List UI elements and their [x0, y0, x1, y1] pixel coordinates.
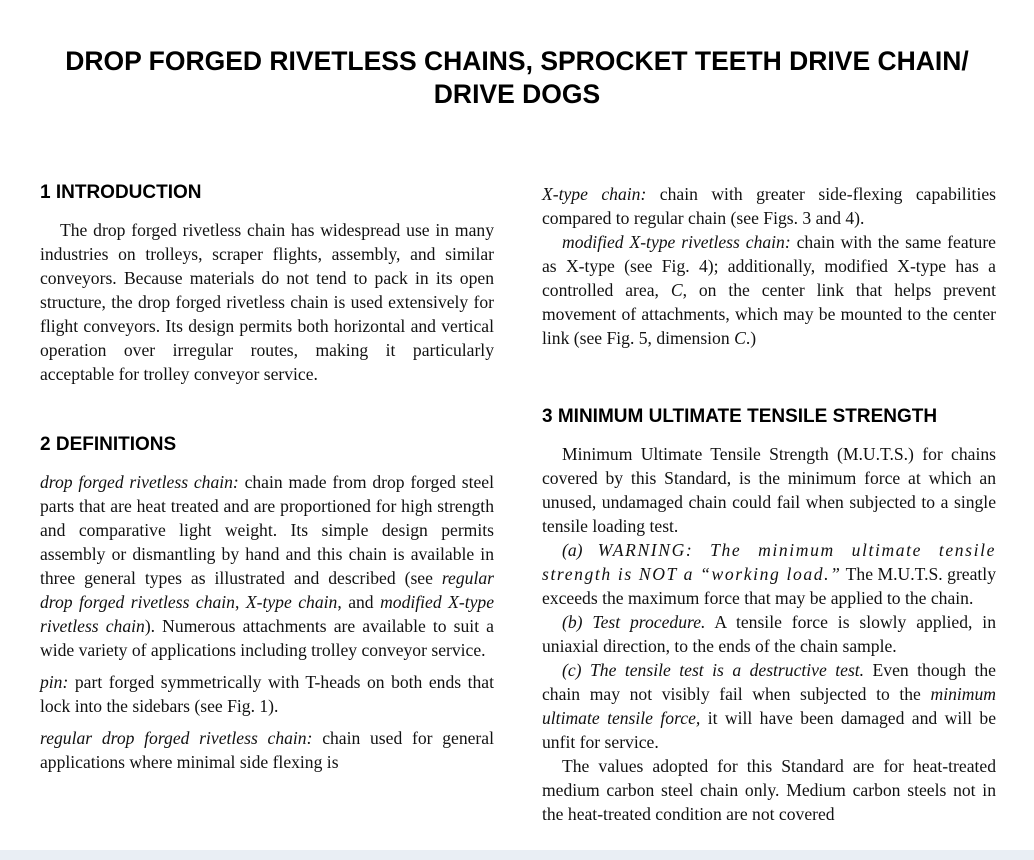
term: X-type chain:	[542, 184, 647, 204]
document-title	[0, 45, 1034, 111]
definition-regular-chain	[40, 726, 494, 774]
definition-x-type-chain	[542, 182, 996, 230]
muts-item-c	[542, 658, 996, 754]
title-line-1: DROP FORGED RIVETLESS CHAINS, SPROCKET TEETH DRIVE CHAIN/	[65, 46, 969, 76]
definition-text: , on the center link that helps prevent movement of attachments, which may be mounted to the center link (see Fig. 5, dimension	[542, 280, 996, 348]
muts-values-paragraph: The values adopted for this Standard are for heat-treated medium carbon steel chain only. Medium carbon steels not in the heat-treated condition are not covered	[542, 756, 996, 824]
item-lead: The tensile test is a destructive test.	[590, 660, 865, 680]
warning-text: WARNING: The minimum ultimate tensile strength is NOT a “working load.”	[542, 540, 996, 584]
term: pin:	[40, 672, 69, 692]
item-label: (b)	[562, 612, 583, 632]
ref-x-type-chain: X-type chain	[245, 592, 338, 612]
item-emphasis: minimum ultimate tensile force,	[542, 684, 996, 728]
definition-drop-forged-chain	[40, 470, 494, 662]
definition-text: , and	[337, 592, 381, 612]
item-label: (a)	[562, 540, 583, 560]
term: modified X-type rivetless chain:	[562, 232, 791, 252]
definition-text: ,	[234, 592, 246, 612]
definition-text: part forged symmetrically with T-heads on both ends that lock into the sidebars (see Fig. 1).	[40, 672, 494, 716]
intro-paragraph: The drop forged rivetless chain has widespread use in many industries on trolleys, scraper flights, assembly, and similar conveyors. Because materials do not tend to pack in its open structure, the drop forged rivetless chain is used extensively for flight conveyors. Its design permits both horizontal and vertical operation over irregular routes, making it particularly acceptable for trolley conveyor service.	[40, 220, 494, 384]
right-column	[542, 182, 996, 826]
dimension-c: C	[734, 328, 746, 348]
dimension-c: C	[670, 280, 683, 300]
definition-modified-x-type-chain	[542, 230, 996, 350]
item-label: (c)	[562, 660, 582, 680]
ref-regular-chain: regular drop forged rivetless chain	[40, 568, 494, 612]
ref-modified-x-type-chain: modified X-type rivetless chain	[40, 592, 495, 636]
section-3-heading: 3 MINIMUM ULTIMATE TENSILE STRENGTH	[542, 406, 938, 427]
item-text: A tensile force is slowly applied, in uniaxial direction, to the ends of the chain sample.	[542, 612, 996, 656]
definition-text: chain used for general applications where minimal side flexing is	[40, 728, 494, 772]
item-lead: Test procedure.	[592, 612, 706, 632]
section-2-heading: 2 DEFINITIONS	[40, 434, 177, 455]
definition-text: chain made from drop forged steel parts that are heat treated and are proportioned for high strength and comparative light weight. Its simple design permits assembly or dismantling by hand and this chain is available in three general types as illustrated and described (see	[40, 472, 494, 588]
definition-text: chain with the same feature as X-type (see Fig. 4); additionally, modified X-type has a controlled area,	[542, 232, 996, 300]
section-1-heading: 1 INTRODUCTION	[40, 182, 202, 203]
term: regular drop forged rivetless chain:	[40, 728, 313, 748]
term: drop forged rivetless chain:	[40, 472, 239, 492]
bottom-scroll-edge	[0, 850, 1034, 860]
definition-pin	[40, 670, 494, 718]
muts-paragraph: Minimum Ultimate Tensile Strength (M.U.T.S.) for chains covered by this Standard, is the minimum force at which an unused, undamaged chain could fail when subjected to a single tensile loading test.	[542, 444, 996, 536]
left-column	[40, 180, 494, 774]
item-text: Even though the chain may not visibly fail when subjected to the	[542, 660, 996, 704]
title-line-2: DRIVE DOGS	[433, 79, 601, 109]
definition-text: ). Numerous attachments are available to suit a wide variety of applications including trolley conveyor service.	[40, 616, 494, 660]
definition-text: chain with greater side-flexing capabilities compared to regular chain (see Figs. 3 and 4).	[542, 184, 996, 228]
muts-item-b	[542, 610, 996, 658]
definition-text: .)	[745, 328, 757, 348]
muts-item-a	[542, 538, 996, 610]
item-text: it will have been damaged and will be unfit for service.	[542, 708, 996, 752]
item-text: The M.U.T.S. greatly exceeds the maximum force that may be applied to the chain.	[542, 564, 996, 608]
